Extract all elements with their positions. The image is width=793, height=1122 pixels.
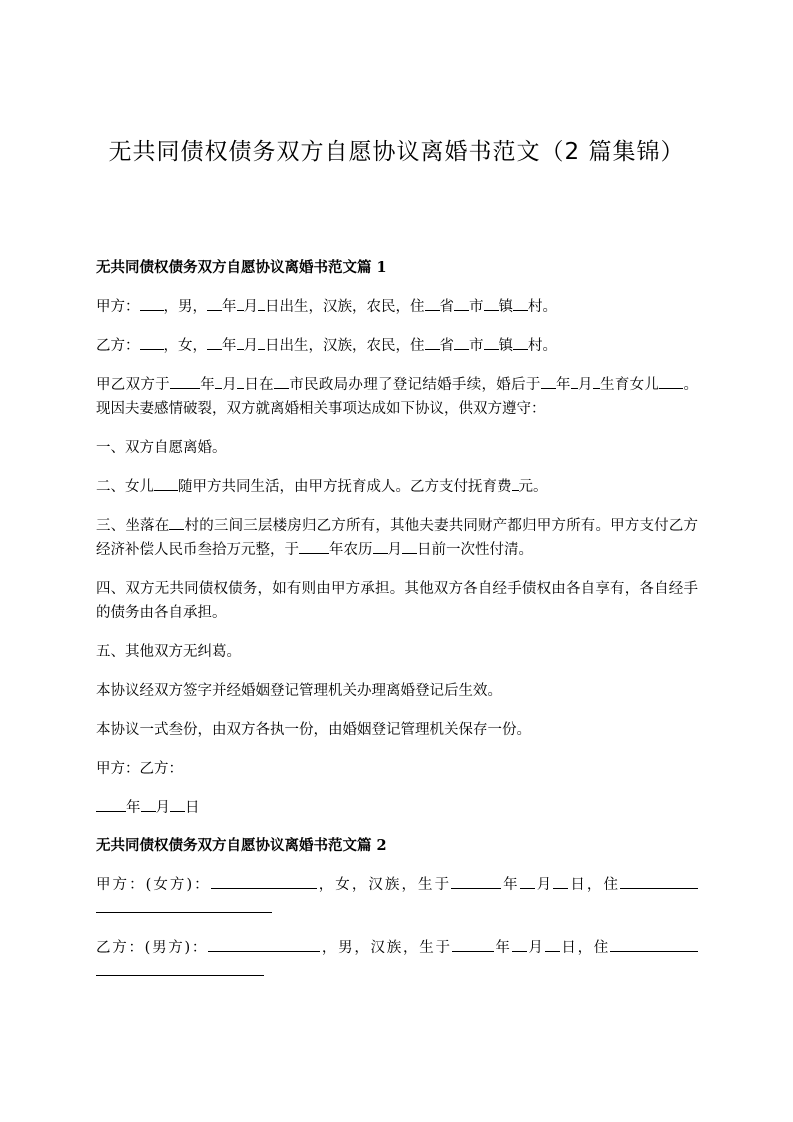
text-run: 乙方：(男方)： [96, 940, 209, 956]
blank-line [402, 539, 417, 554]
blank-line [274, 374, 289, 389]
blank-line [571, 374, 578, 389]
text-run: 月 [577, 377, 593, 393]
text-run: 甲乙双方于 [96, 377, 170, 393]
blank-line [258, 296, 265, 311]
text-run: 日出生，汉族，农民，住 [265, 338, 425, 354]
blank-line [258, 335, 265, 350]
text-run: 年 [126, 800, 141, 816]
blank-line [620, 874, 698, 889]
blank-line [452, 937, 494, 952]
text-run: 市 [469, 338, 484, 354]
text-run: 年 [493, 940, 512, 956]
text-run: 月 [222, 377, 238, 393]
text-run: 月 [534, 877, 554, 893]
text-run: 日在 [244, 377, 274, 393]
blank-line [520, 874, 535, 889]
blank-line [541, 374, 556, 389]
text-run: 省 [439, 299, 454, 315]
text-run: 镇 [498, 338, 513, 354]
text-run: 随甲方共同生活，由甲方抚育成人。乙方支付抚育费 [178, 479, 512, 495]
text-run: 市民政局办理了登记结婚手续，婚后于 [288, 377, 541, 393]
text-run: 日，住 [559, 940, 611, 956]
text-run: ，男，汉族，生于 [320, 940, 452, 956]
document-body [96, 256, 698, 999]
date-line [96, 796, 698, 820]
blank-line [169, 515, 184, 530]
section-2-heading: 无共同债权债务双方自愿协议离婚书范文篇 2 [96, 837, 387, 854]
text-run: ，女， [163, 338, 207, 354]
item-2 [96, 475, 698, 499]
text-run: 月 [526, 940, 545, 956]
blank-line [215, 374, 222, 389]
text-run: 二、女儿 [96, 479, 154, 495]
blank-line [593, 374, 600, 389]
blank-line [553, 874, 568, 889]
party-a-line-2 [96, 873, 698, 921]
blank-line [659, 374, 683, 389]
blank-line [484, 335, 499, 350]
blank-line [140, 296, 164, 311]
item-5: 五、其他双方无纠葛。 [96, 644, 241, 660]
text-run: 年 [555, 377, 571, 393]
signature-line: 甲方：乙方： [96, 761, 183, 777]
party-b-line [96, 334, 698, 358]
text-run: 年 [199, 377, 216, 393]
item-1: 一、双方自愿离婚。 [96, 440, 227, 456]
blank-line [154, 476, 178, 491]
text-run: 月 [243, 299, 258, 315]
text-run: 村。 [528, 338, 557, 354]
blank-line [513, 296, 528, 311]
blank-line [208, 937, 320, 952]
text-run: 月 [155, 800, 170, 816]
blank-line [610, 937, 698, 952]
blank-line [237, 335, 244, 350]
blank-line [425, 296, 440, 311]
blank-line [207, 335, 222, 350]
blank-line [545, 937, 560, 952]
intro-paragraph [96, 373, 698, 421]
blank-line [140, 335, 164, 350]
blank-line [96, 961, 264, 976]
text-run: 镇 [498, 299, 513, 315]
text-run: 甲方： [96, 299, 140, 315]
text-run: 年 [222, 338, 237, 354]
text-run: 日 [185, 800, 200, 816]
text-run: 日出生，汉族，农民，住 [265, 299, 425, 315]
blank-line [425, 335, 440, 350]
blank-line [512, 937, 527, 952]
text-run: 市 [469, 299, 484, 315]
blank-line [512, 476, 519, 491]
blank-line [141, 797, 156, 812]
blank-line [454, 335, 469, 350]
party-b-line-2 [96, 936, 698, 984]
blank-line [211, 874, 317, 889]
text-run: 乙方： [96, 338, 140, 354]
text-run: 月 [387, 542, 402, 558]
section-1-heading: 无共同债权债务双方自愿协议离婚书范文篇 1 [96, 259, 387, 276]
text-run: 村的三间三层楼房归乙方所有，其他夫妻共同财产都归甲方所有。甲方支付乙方经济补偿人民币叁拾万元整，于 [96, 518, 698, 558]
text-run: 元。 [518, 479, 548, 495]
blank-line [237, 296, 244, 311]
effect-clause: 本协议经双方签字并经婚姻登记管理机关办理离婚登记后生效。 [96, 683, 502, 699]
item-3 [96, 514, 698, 562]
text-run: 村。 [528, 299, 557, 315]
blank-line [170, 374, 200, 389]
document-title: 无共同债权债务双方自愿协议离婚书范文（2 篇集锦） [108, 139, 685, 165]
text-run: 省 [439, 338, 454, 354]
text-run: 甲方：(女方)： [96, 877, 211, 893]
text-run: 年 [222, 299, 237, 315]
blank-line [170, 797, 185, 812]
blank-line [484, 296, 499, 311]
blank-line [96, 797, 126, 812]
blank-line [451, 874, 501, 889]
blank-line [373, 539, 388, 554]
text-run: 生育女儿 [599, 377, 660, 393]
blank-line [96, 898, 272, 913]
blank-line [454, 296, 469, 311]
text-run: 年农历 [329, 542, 373, 558]
text-run: 三、坐落在 [96, 518, 170, 534]
blank-line [207, 296, 222, 311]
party-a-line [96, 295, 698, 319]
blank-line [299, 539, 329, 554]
text-run: 年 [501, 877, 520, 893]
text-run: 。现因夫妻感情破裂，双方就离婚相关事项达成如下协议，供双方遵守： [96, 377, 699, 417]
text-run: 日，住 [568, 877, 620, 893]
item-4: 四、双方无共同债权债务，如有则由甲方承担。其他双方各自经手债权由各自享有，各自经手的债务由各自承担。 [96, 581, 698, 621]
text-run: 日前一次性付清。 [417, 542, 533, 558]
text-run: 月 [243, 338, 258, 354]
text-run: ，女，汉族，生于 [316, 877, 452, 893]
blank-line [513, 335, 528, 350]
text-run: ，男， [163, 299, 207, 315]
copies-clause: 本协议一式叁份，由双方各执一份，由婚姻登记管理机关保存一份。 [96, 722, 531, 738]
